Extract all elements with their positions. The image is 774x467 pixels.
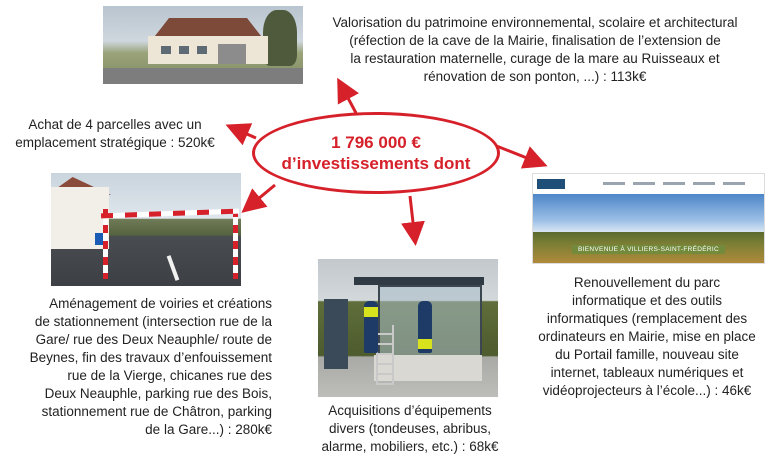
website-screenshot — [532, 173, 765, 264]
investment-total: 1 796 000 € — [331, 133, 421, 152]
building-photo — [103, 6, 303, 84]
arrow-to-patrimoine — [340, 83, 356, 113]
arrow-to-voiries — [246, 185, 275, 209]
item-informatique: Renouvellement du parc informatique et des outils informatiques (remplacement des ordinateurs en Mairie, mise en place du Portail famille, nouveau site internet, tableaux numériques et vidéoprojecteurs à l’école...) : 46k€ — [538, 275, 756, 398]
item-patrimoine: Valorisation du patrimoine environnemental, scolaire et architectural (réfection de la cave de la Mairie, finalisation de l’extension de la restauration maternelle, curage de la mare au Ruisseaux et rénovation de son ponton, ...) : 113k€ — [332, 15, 738, 84]
item-parcelles: Achat de 4 parcelles avec un emplacement stratégique : 520k€ — [15, 117, 215, 150]
barrier-photo — [51, 173, 241, 286]
investment-caption: d’investissements dont — [281, 154, 471, 173]
item-equipements: Acquisitions d’équipements divers (tondeuses, abribus, alarme, mobiliers, etc.) : 68k€ — [321, 403, 499, 454]
website-banner-text: BIENVENUE À VILLIERS-SAINT-FRÉDÉRIC — [572, 245, 725, 254]
arrow-to-equipements — [410, 196, 415, 240]
arrow-to-informatique — [494, 145, 542, 164]
item-voiries: Aménagement de voiries et créations de stationnement (intersection rue de la Gare/ rue des Deux Neauphle/ route de Beynes, fin des travaux d’enfouissement rue de la Vierge, chicanes rue des Deux Neauphle, parking rue des Bois, stationnement rue de Châtron, parking de la Gare...) : 280k€ — [29, 296, 272, 437]
bus-shelter-photo — [318, 259, 498, 397]
arrow-to-parcelles — [231, 127, 256, 138]
investment-total-ellipse — [252, 112, 500, 194]
